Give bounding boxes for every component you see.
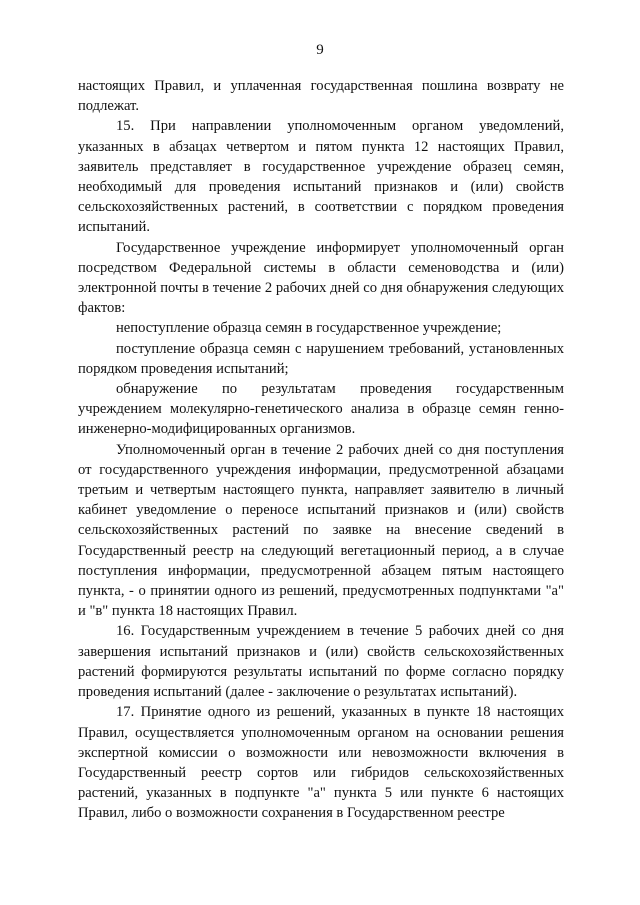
paragraph-authorized-body-notice: Уполномоченный орган в течение 2 рабочих дней со дня поступления от государственного учреждения информации, предусмотренной абзацами третьим и четвертым настоящего пункта, направляет заявителю в личный кабинет уведомление о переносе испытаний признаков и (или) свойств сельскохозяйственных растений по заявке на внесение сведений в Государственный реестр на следующий вегетационный период, а в случае поступления информации, предусмотренной абзацем пятым настоящего пункта, - о принятии одного из решений, предусмотренных подпунктами "а" и "в" пункта 18 настоящих Правил.: [78, 441, 564, 620]
paragraph-item-16: 16. Государственным учреждением в течение 5 рабочих дней со дня завершения испытаний признаков и (или) свойств сельскохозяйственных растений формируются результаты испытаний по форме согласно порядку проведения испытаний (далее - заключение о результатах испытаний).: [78, 623, 564, 701]
paragraph-item-15: 15. При направлении уполномоченным органом уведомлений, указанных в абзацах четвертом и пятом пункта 12 настоящих Правил, заявитель представляет в государственное учреждение образец семян, необходимый для проведения испытаний признаков и (или) свойств сельскохозяйственных растений, в соответствии с порядком проведения испытаний.: [78, 118, 564, 236]
paragraph-fact-non-receipt: непоступление образца семян в государственное учреждение;: [116, 320, 502, 337]
paragraph-fact-violation: поступление образца семян с нарушением требований, установленных порядком проведения испытаний;: [78, 340, 564, 377]
paragraph-state-institution-informs: Государственное учреждение информирует уполномоченный орган посредством Федеральной системы в области семеноводства и (или) электронной почты в течение 2 рабочих дней со дня обнаружения следующих фактов:: [78, 239, 564, 317]
document-body: [78, 76, 564, 824]
page-number: 9: [316, 42, 324, 58]
paragraph-item-17: 17. Принятие одного из решений, указанных в пункте 18 настоящих Правил, осуществляется уполномоченным органом на основании решения экспертной комиссии о возможности или невозможности включения в Государственный реестр сортов или гибридов сельскохозяйственных растений, указанных в подпункте "а" пункта 5 или пункте 6 настоящих Правил, либо о возможности сохранения в Государственном реестре: [78, 704, 564, 822]
paragraph-fact-gmo-detection: обнаружение по результатам проведения государственным учреждением молекулярно-генетического анализа в образце семян генно-инженерно-модифицированных организмов.: [78, 381, 564, 438]
paragraph-continuation: настоящих Правил, и уплаченная государственная пошлина возврату не подлежат.: [78, 78, 564, 115]
